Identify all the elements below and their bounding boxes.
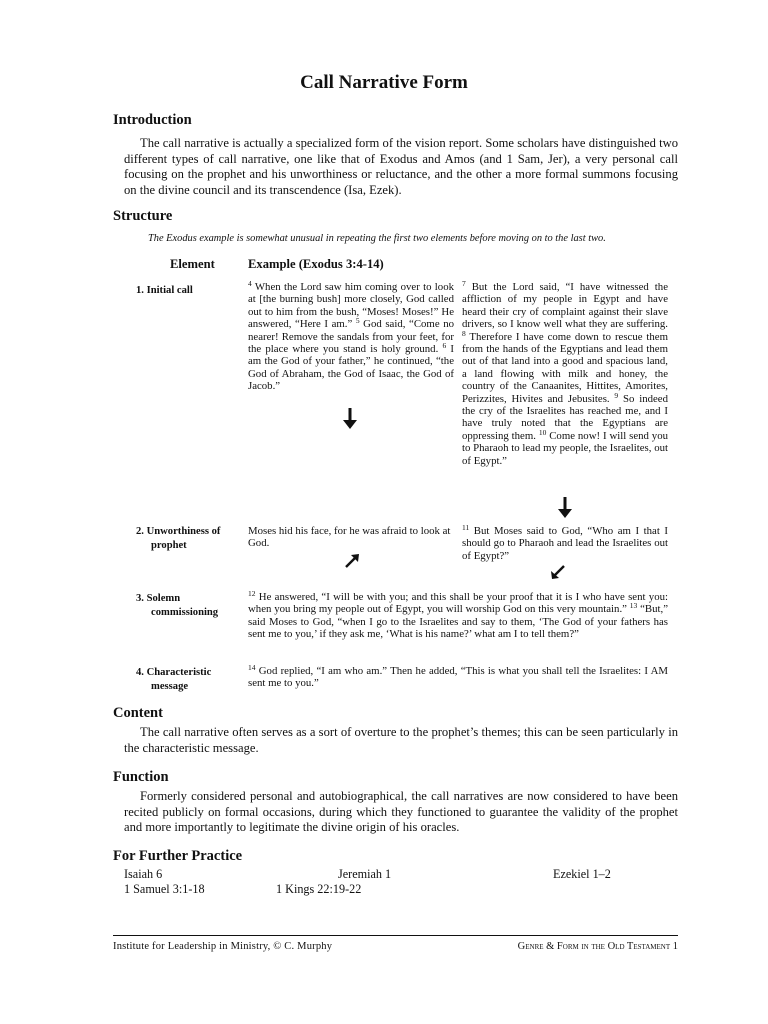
verse-number: 14 <box>248 663 256 672</box>
example-row1-right <box>462 281 668 467</box>
verse-number: 12 <box>248 589 256 598</box>
element-label-sub: commissioning <box>151 606 219 618</box>
verse-number: 5 <box>355 316 360 326</box>
structure-note: The Exodus example is somewhat unusual in repeating the first two elements before moving on to the last two. <box>148 233 606 244</box>
verse-text: Therefore I have come down to rescue them from the hands of the Egyptians and lead them out of that land into a good and spacious land, a land flowing with milk and honey, the country of the Canaanites, Hittites, Amorites, Perizzites, Hivites and Jebusites. <box>462 330 668 405</box>
heading-introduction: Introduction <box>113 112 192 128</box>
element-label: 1. Initial call <box>136 285 193 296</box>
verse-text: So indeed the cry of the Israelites has reached me, and I have truly noted that the Egyptians are oppressing them. <box>462 392 668 442</box>
reference-isaiah: Isaiah 6 <box>124 867 163 881</box>
column-header-example: Example (Exodus 3:4-14) <box>248 257 384 271</box>
heading-structure: Structure <box>113 208 173 224</box>
reference-1-kings: 1 Kings 22:19-22 <box>276 882 362 896</box>
arrow-down-icon <box>558 497 572 519</box>
reference-jeremiah: Jeremiah 1 <box>338 867 392 881</box>
column-header-element: Element <box>170 257 215 271</box>
reference-ezekiel: Ezekiel 1–2 <box>553 867 611 881</box>
heading-function: Function <box>113 769 169 785</box>
element-label: 3. Solemn <box>136 593 181 604</box>
arrow-up-right-icon <box>344 553 360 569</box>
footer-rule <box>113 935 678 936</box>
verse-text: God replied, “I am who am.” Then he added, “This is what you shall tell the Israelites: I AM sent me to you.” <box>248 665 668 690</box>
verse-text: He answered, “I will be with you; and this shall be your proof that it is I who have sent you: when you bring my people out of Egypt, you will worship God on this very mountain.” <box>248 591 668 616</box>
arrow-down-left-icon <box>550 564 566 580</box>
example-row2-left <box>248 525 454 550</box>
verse-text: Come now! I will send you to Pharaoh to lead my people, the Israelites, out of Egypt.” <box>462 429 668 467</box>
verse-number: 11 <box>462 523 470 532</box>
verse-number: 8 <box>462 328 466 338</box>
verse-text: “But,” said Moses to God, “when I go to the Israelites and say to them, ‘The God of your fathers has sent me to you,’ if they ask me, ‘What is his name?’ what am I to tell them?” <box>248 603 668 641</box>
footer-credit: Institute for Leadership in Ministry, © C. Murphy <box>113 941 333 952</box>
element-label-4 <box>136 666 211 693</box>
verse-text: I am the God of your father,” he continued, “the God of Abraham, the God of Isaac, the God of Jacob.” <box>248 343 454 393</box>
verse-text: But the Lord said, “I have witnessed the affliction of my people in Egypt and have heard their cry of complaint against their slave drivers, so I know well what they are suffering. <box>462 281 668 331</box>
heading-further-practice: For Further Practice <box>113 848 243 864</box>
verse-text: Moses hid his face, for he was afraid to look at God. <box>248 525 451 550</box>
page-number: 1 <box>672 941 678 952</box>
verse-text: God said, “Come no nearer! Remove the sandals from your feet, for the place where you stand is holy ground. <box>248 318 454 356</box>
element-label-2 <box>136 525 220 552</box>
function-text: Formerly considered personal and autobiographical, the call narratives are now considered to have been recited publicly on formal occasions, during which they functioned to guarantee the validity of the prophet and more importantly to legitimate the divine origin of his oracles. <box>124 789 678 834</box>
introduction-text: The call narrative is actually a specialized form of the vision report. Some scholars have distinguished two different types of call narrative, one like that of Exodus and Amos (and 1 Sam, Jer), a very personal call focusing on the prophet and his unworthiness or reluctance, and the other a more formal summons focusing on the divine council and its transcendence (Isa, Ezek). <box>124 136 678 197</box>
element-label-sub: prophet <box>151 539 187 551</box>
arrow-down-icon <box>343 408 357 430</box>
heading-content: Content <box>113 705 163 721</box>
example-row2-right <box>462 525 668 562</box>
verse-text: But Moses said to God, “Who am I that I should go to Pharaoh and lead the Israelites out of Egypt?” <box>462 525 668 562</box>
content-text: The call narrative often serves as a sort of overture to the prophet’s themes; this can be seen particularly in the characteristic message. <box>124 725 678 755</box>
element-label-1 <box>136 284 193 298</box>
verse-number: 10 <box>538 427 547 437</box>
verse-number: 4 <box>248 279 252 288</box>
footer-title <box>518 941 678 952</box>
verse-number: 9 <box>614 390 619 400</box>
element-label-3 <box>136 592 218 619</box>
verse-text: When the Lord saw him coming over to look at [the burning bush] more closely, God called out to him from the bush, “Moses! Moses!” He answered, “Here I am.” <box>248 281 454 331</box>
element-label: 2. Unworthiness of <box>136 526 221 537</box>
element-label: 4. Characteristic <box>136 667 212 678</box>
example-row1-left <box>248 281 454 393</box>
verse-number: 6 <box>442 341 447 351</box>
reference-1-samuel: 1 Samuel 3:1-18 <box>124 882 205 896</box>
footer-series: Genre & Form in the Old Testament <box>517 941 671 952</box>
page-title: Call Narrative Form <box>300 72 468 93</box>
example-row3 <box>248 591 668 641</box>
verse-number: 7 <box>462 279 466 288</box>
element-label-sub: message <box>151 680 189 692</box>
example-row4 <box>248 665 668 690</box>
verse-number: 13 <box>629 601 638 611</box>
